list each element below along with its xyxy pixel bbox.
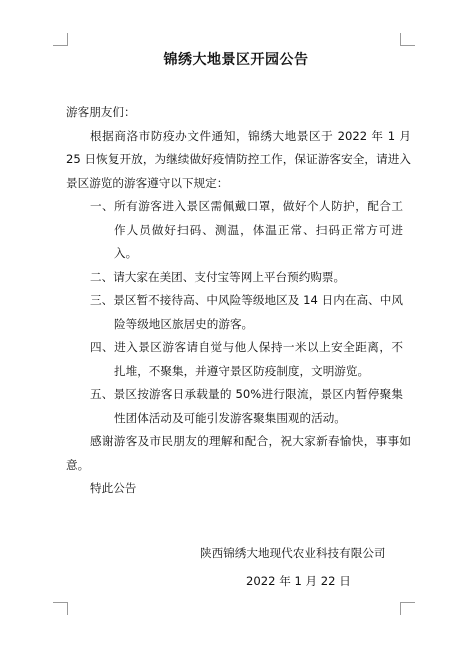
crop-mark-bottom-left [53,602,68,615]
rule-item: 四、进入景区游客请自觉与他人保持一米以上安全距离，不扎堆，不聚集，并遵守景区防疫制度，文明游览。 [90,340,403,378]
closing-line: 特此公告 [90,481,137,495]
signature-date: 2022 年 1 月 22 日 [246,574,351,588]
intro-paragraph: 根据商洛市防疫办文件通知，锦绣大地景区于 2022 年 1 月 25 日恢复开放，为继续做好疫情防控工作，保证游客安全，请进入景区游览的游客遵守以下规定： [66,128,411,190]
signature-company: 陕西锦绣大地现代农业科技有限公司 [200,546,386,560]
rule-item: 一、所有游客进入景区需佩戴口罩，做好个人防护，配合工作人员做好扫码、测温，体温正常、扫码正常方可进入。 [90,199,403,260]
crop-mark-top-right [400,33,415,46]
thanks-paragraph: 感谢游客及市民朋友的理解和配合，祝大家新春愉快，事事如意。 [66,434,411,472]
rule-item: 二、请大家在美团、支付宝等网上平台预约购票。 [90,269,346,284]
rule-item: 五、景区按游客日承载量的 50%进行限流，景区内暂停聚集性团体活动及可能引发游客聚集围观的活动。 [90,387,403,425]
crop-mark-top-left [53,33,68,46]
document-body [66,101,411,501]
rule-item: 三、景区暂不接待高、中风险等级地区及 14 日内在高、中风险等级地区旅居史的游客。 [90,293,403,331]
document-title: 锦绣大地景区开园公告 [163,52,309,68]
crop-mark-bottom-right [400,602,415,615]
salutation: 游客朋友们： [66,105,136,119]
